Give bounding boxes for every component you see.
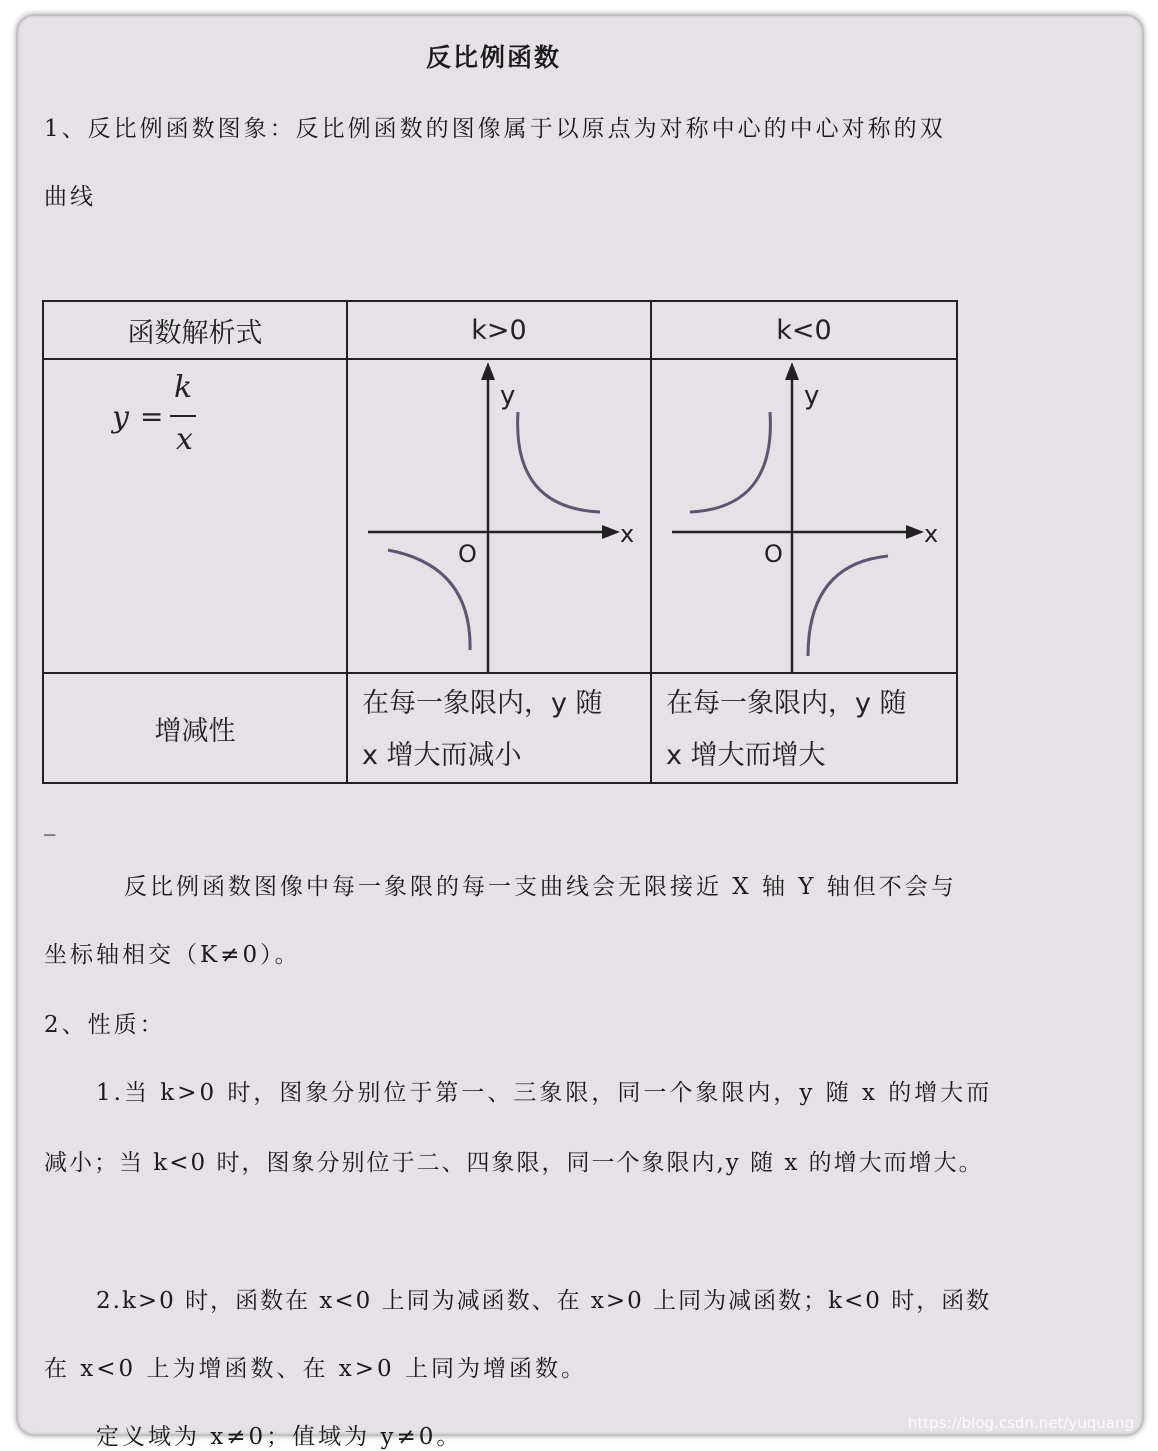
y-axis-label: y [500, 381, 516, 411]
k-negative-behavior [651, 673, 957, 783]
formula-denominator: x [176, 422, 193, 457]
graph-k-negative-cell [651, 359, 957, 673]
row-label-monotonicity: 增减性 [43, 673, 347, 783]
header-k-positive: k>0 [347, 301, 651, 359]
watermark: https://blog.csdn.net/yuquang [907, 1414, 1134, 1432]
property1-line1: 1.当 k>0 时，图象分别位于第一、三象限，同一个象限内，y 随 x 的增大而 [96, 1080, 993, 1106]
section1-line1: 1、反比例函数图象：反比例函数的图像属于以原点为对称中心的中心对称的双 [44, 116, 946, 142]
branch-quadrant-1 [518, 412, 600, 512]
formula-numerator: k [174, 370, 193, 405]
origin-label: O [458, 540, 477, 568]
fraction-bar [170, 415, 196, 417]
page-title: 反比例函数 [426, 43, 562, 72]
header-formula: 函数解析式 [43, 301, 347, 359]
header-k-negative: k<0 [651, 301, 957, 359]
dash-marker: _ [44, 810, 59, 836]
property2-line2: 在 x<0 上为增函数、在 x>0 上同为增函数。 [44, 1356, 587, 1382]
para1-line1: 反比例函数图像中每一象限的每一支曲线会无限接近 X 轴 Y 轴但不会与 [124, 874, 957, 900]
branch-quadrant-2 [690, 412, 770, 512]
property3-domain-range: 定义域为 x≠0；值域为 y≠0。 [96, 1424, 463, 1450]
function-table [42, 300, 958, 784]
k-negative-line1: 在每一象限内，y 随 [666, 688, 907, 719]
graph-k-negative [652, 360, 956, 672]
graph-k-positive [348, 360, 650, 672]
k-negative-line2: x 增大而增大 [666, 740, 826, 771]
x-axis-arrow [906, 525, 924, 539]
formula-lhs: y [112, 400, 129, 435]
k-positive-behavior [347, 673, 651, 783]
y-axis-label: y [804, 381, 820, 411]
y-axis-arrow [481, 362, 495, 380]
section2-heading: 2、性质： [44, 1012, 166, 1038]
formula-cell [43, 359, 347, 673]
graph-k-positive-cell [347, 359, 651, 673]
k-positive-line2: x 增大而减小 [362, 740, 522, 771]
document-frame [16, 14, 1144, 1450]
formula-display [44, 360, 346, 672]
k-positive-line1: 在每一象限内，y 随 [362, 688, 603, 719]
x-axis-label: x [924, 520, 939, 548]
property1-line2: 减小；当 k<0 时，图象分别位于二、四象限，同一个象限内,y 随 x 的增大而增大。 [44, 1150, 984, 1176]
property2-line1: 2.k>0 时，函数在 x<0 上同为减函数、在 x>0 上同为减函数；k<0 时，函数 [96, 1288, 992, 1314]
para1-line2: 坐标轴相交（K≠0）。 [44, 942, 301, 968]
branch-quadrant-4 [808, 556, 888, 656]
x-axis-label: x [620, 520, 635, 548]
x-axis-arrow [602, 525, 620, 539]
origin-label: O [764, 540, 783, 568]
formula-equals: = [140, 400, 164, 433]
y-axis-arrow [785, 362, 799, 380]
section1-line2: 曲线 [44, 184, 96, 210]
